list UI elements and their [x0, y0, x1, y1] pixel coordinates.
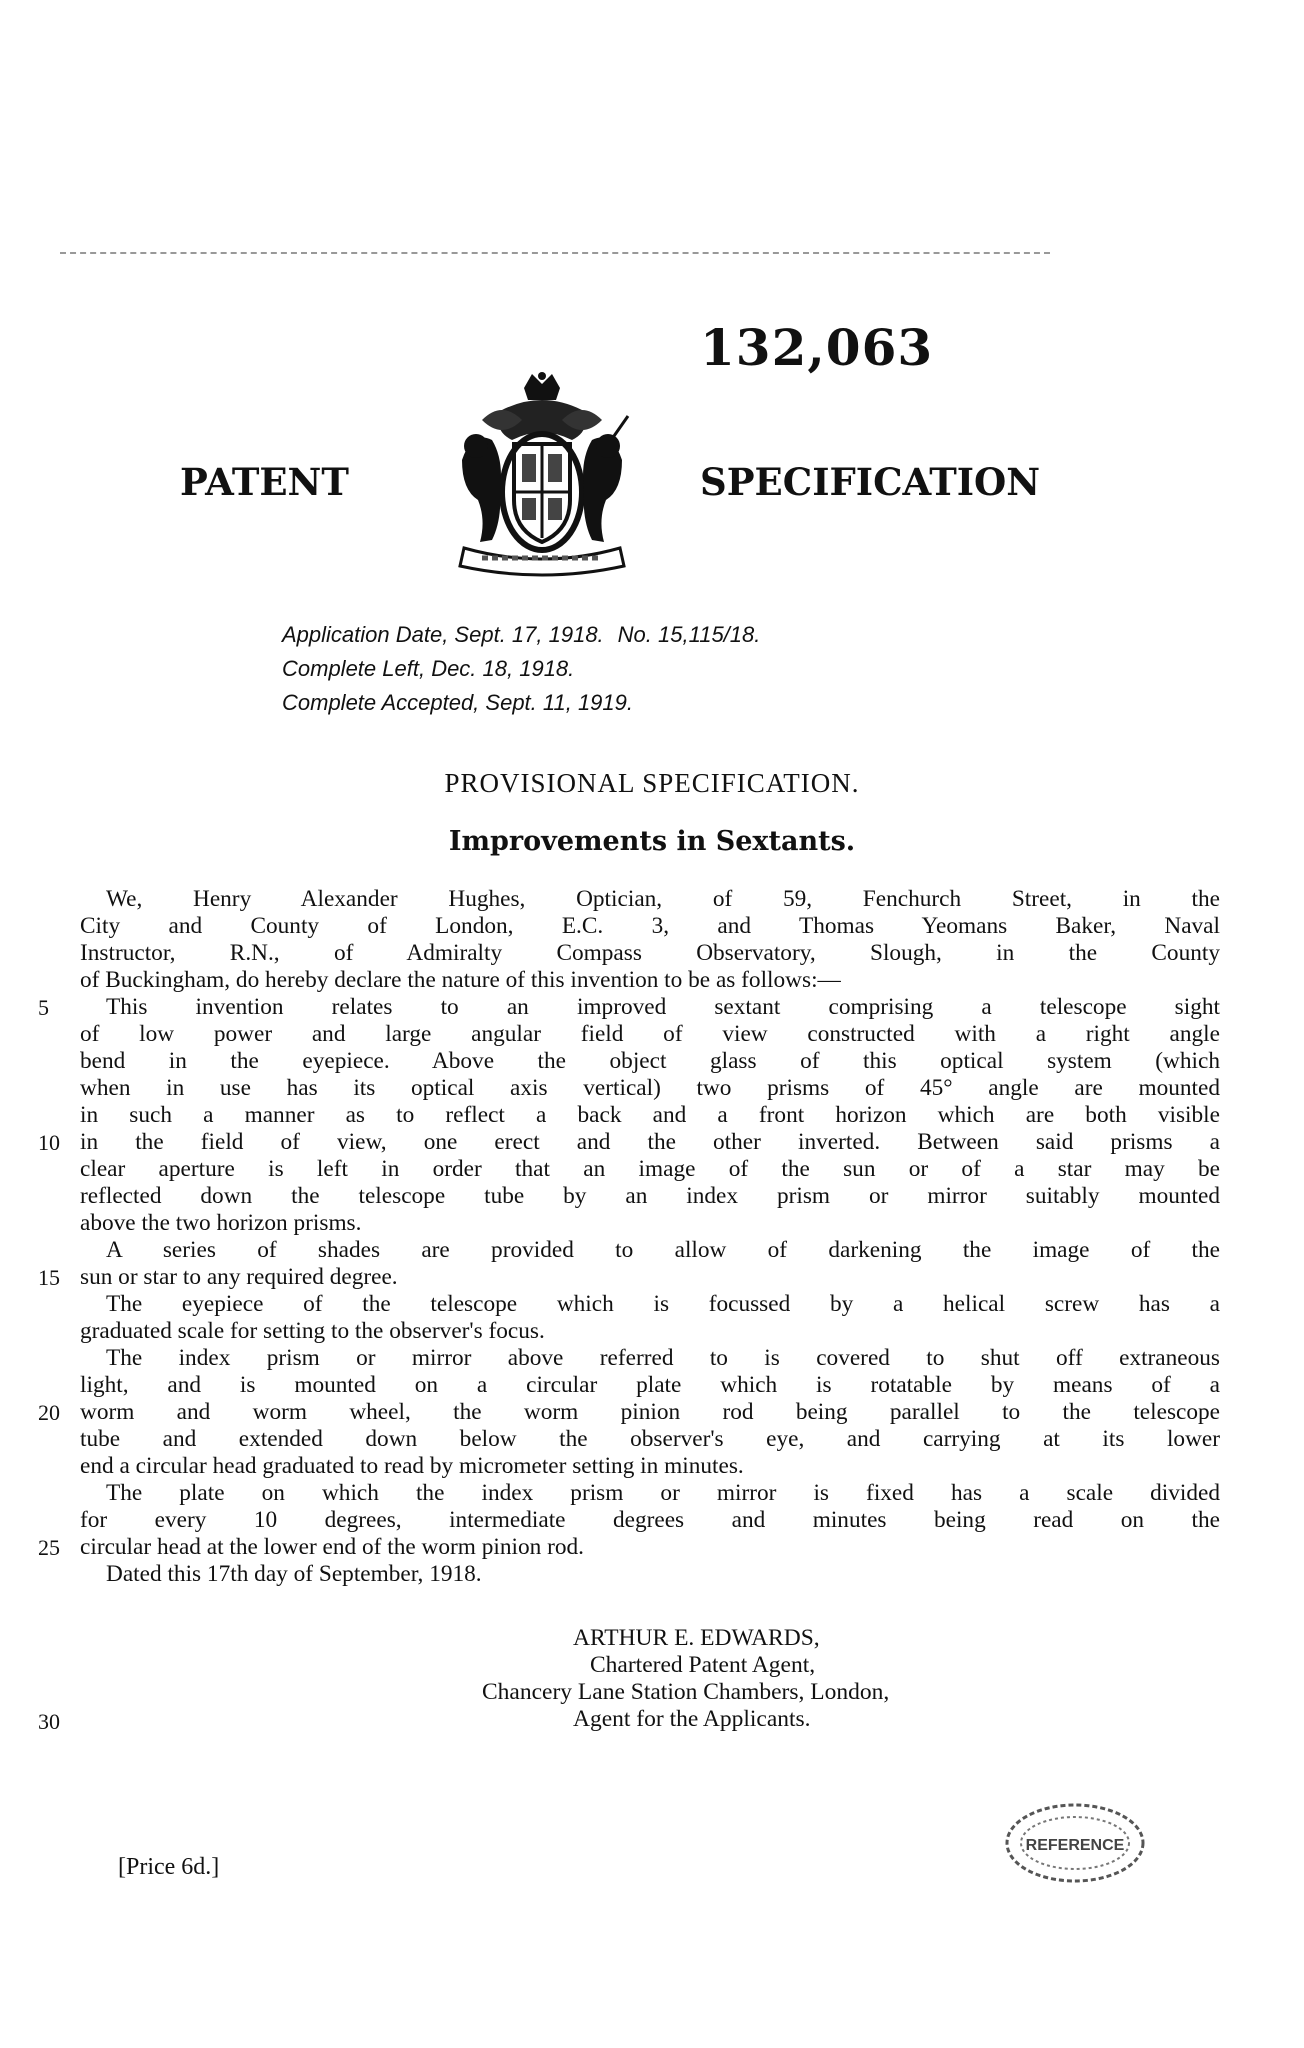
reference-stamp-icon — [1000, 1798, 1150, 1888]
application-date-line — [282, 618, 760, 652]
body-line-text: reflected down the telescope tube by an index prism or mirror suitably mounted — [80, 1183, 1220, 1209]
complete-left-date: Complete Left, Dec. 18, 1918. — [282, 656, 575, 681]
body-line — [38, 1264, 1220, 1291]
body-line — [80, 1048, 1220, 1075]
body-line-text: end a circular head graduated to read by micrometer setting in minutes. — [80, 1453, 744, 1479]
body-line — [80, 1453, 1220, 1480]
body-line — [80, 913, 1220, 940]
body-line-text: light, and is mounted on a circular plate which is rotatable by means of a — [80, 1372, 1220, 1398]
price: [Price 6d.] — [118, 1854, 220, 1880]
body-line — [80, 940, 1220, 967]
body-line-text: A series of shades are provided to allow of darkening the image of the — [106, 1237, 1220, 1263]
body-line-text: sun or star to any required degree. — [80, 1264, 398, 1290]
line-number: 5 — [38, 995, 49, 1020]
line-number: 15 — [38, 1265, 60, 1290]
body-line-text: We, Henry Alexander Hughes, Optician, of 59, Fenchurch Street, in the — [106, 886, 1220, 912]
agent-address: Chancery Lane Station Chambers, London, — [482, 1679, 890, 1705]
filing-dates — [282, 618, 760, 720]
body-line — [80, 1318, 1220, 1345]
body-line — [80, 1021, 1220, 1048]
body-line-text: The index prism or mirror above referred to is covered to shut off extraneous — [106, 1345, 1220, 1371]
invention-title: Improvements in Sextants. — [448, 826, 856, 857]
provisional-specification-heading: PROVISIONAL SPECIFICATION. — [444, 768, 860, 798]
patent-number: 132,063 — [700, 318, 934, 377]
body-line — [38, 1534, 1220, 1561]
body-line-text: for every 10 degrees, intermediate degrees and minutes being read on the — [80, 1507, 1220, 1533]
body-line-text: bend in the eyepiece. Above the object glass of this optical system (which — [80, 1048, 1220, 1074]
heading-specification: SPECIFICATION — [700, 460, 1041, 504]
body-line-text: This invention relates to an improved sextant comprising a telescope sight — [106, 994, 1220, 1020]
line-number: 10 — [38, 1130, 60, 1155]
body-line-text: in the field of view, one erect and the other inverted. Between said prisms a — [80, 1129, 1220, 1155]
body-line — [80, 1210, 1220, 1237]
body-line-text: Dated this 17th day of September, 1918. — [106, 1561, 482, 1587]
body-line — [38, 994, 1220, 1021]
body-line-text: tube and extended down below the observer's eye, and carrying at its lower — [80, 1426, 1220, 1452]
body-line — [80, 886, 1220, 913]
agent-for-applicants: Agent for the Applicants. — [573, 1706, 811, 1732]
body-line — [80, 1291, 1220, 1318]
body-line — [38, 1399, 1220, 1426]
specification-body — [38, 886, 1220, 1588]
body-line — [80, 1480, 1220, 1507]
body-line-text: above the two horizon prisms. — [80, 1210, 362, 1236]
complete-accepted-date: Complete Accepted, Sept. 11, 1919. — [282, 690, 634, 715]
body-line-text: graduated scale for setting to the observer's focus. — [80, 1318, 545, 1344]
body-line-text: of low power and large angular field of view constructed with a right angle — [80, 1021, 1220, 1047]
body-line — [80, 967, 1220, 994]
body-line — [80, 1156, 1220, 1183]
body-line — [80, 1561, 1220, 1588]
body-line-text: The eyepiece of the telescope which is focussed by a helical screw has a — [106, 1291, 1220, 1317]
body-line-text: clear aperture is left in order that an image of the sun or of a star may be — [80, 1156, 1220, 1182]
body-line-text: of Buckingham, do hereby declare the nature of this invention to be as follows:— — [80, 967, 841, 993]
line-number: 25 — [38, 1535, 60, 1560]
line-number-30: 30 — [38, 1709, 60, 1734]
body-line — [80, 1102, 1220, 1129]
body-line — [80, 1372, 1220, 1399]
line-number: 20 — [38, 1400, 60, 1425]
application-date: Application Date, Sept. 17, 1918. — [282, 622, 604, 647]
body-line — [80, 1075, 1220, 1102]
body-line — [80, 1237, 1220, 1264]
agent-role: Chartered Patent Agent, — [590, 1652, 816, 1678]
heading-patent: PATENT — [180, 460, 349, 504]
agent-name: ARTHUR E. EDWARDS, — [573, 1625, 820, 1651]
body-line-text: when in use has its optical axis vertical) two prisms of 45° angle are mounted — [80, 1075, 1220, 1101]
body-line — [80, 1426, 1220, 1453]
body-line-text: The plate on which the index prism or mirror is fixed has a scale divided — [106, 1480, 1220, 1506]
royal-coat-of-arms-icon — [442, 370, 642, 580]
body-line — [80, 1183, 1220, 1210]
body-line — [38, 1129, 1220, 1156]
body-line — [80, 1345, 1220, 1372]
top-dotted-rule — [60, 252, 1050, 256]
application-number: No. 15,115/18. — [617, 622, 761, 647]
body-line-text: in such a manner as to reflect a back and a front horizon which are both visible — [80, 1102, 1220, 1128]
body-line-text: worm and worm wheel, the worm pinion rod being parallel to the telescope — [80, 1399, 1220, 1425]
body-line-text: Instructor, R.N., of Admiralty Compass Observatory, Slough, in the County — [80, 940, 1220, 966]
body-line-text: City and County of London, E.C. 3, and Thomas Yeomans Baker, Naval — [80, 913, 1220, 939]
body-line — [80, 1507, 1220, 1534]
body-line-text: circular head at the lower end of the worm pinion rod. — [80, 1534, 584, 1560]
stamp-text: REFERENCE — [1025, 1837, 1125, 1854]
